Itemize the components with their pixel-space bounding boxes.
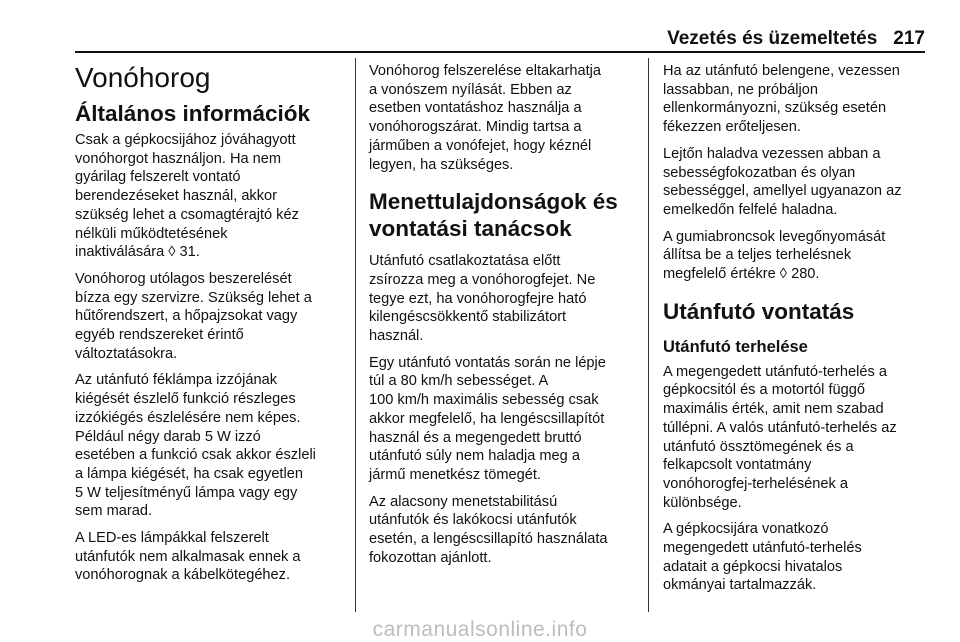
- column-1: [75, 62, 350, 593]
- section-heading: Utánfutó vontatás: [663, 298, 855, 324]
- paragraph: A gumiabroncsok levegőnyomását állítsa be a teljes terhelésnek megfelelő értékre ◊ 280.: [663, 228, 886, 283]
- column-divider: [355, 58, 356, 612]
- section-title: Vonóhorog: [75, 62, 211, 93]
- paragraph: A LED-es lámpákkal felszerelt utánfutók nem alkalmasak ennek a vonóhorognak a kábelkötegéhez.: [75, 530, 301, 584]
- paragraph: A gépkocsijára vonatkozó megengedett utánfutó-terhelés adatait a gépkocsi hivatalos okmányai tartalmazzák.: [663, 521, 862, 594]
- column-divider: [648, 58, 649, 612]
- paragraph: Egy utánfutó vontatás során ne lépje túl a 80 km/h sebességet. A 100 km/h maximális sebesség csak akkor megfelelő, ha lengéscsillapítót használ és a megengedett bruttó utánfutó súly nem haladja meg a jármű menetkész tömegét.: [369, 354, 606, 483]
- paragraph: Csak a gépkocsijához jóváhagyott vonóhorgot használjon. Ha nem gyárilag felszerelt vontató berendezéseket használ, akkor szükség lehet a csomagtérajtó kéz nélküli működtetésének inaktiválására ◊ 31.: [75, 132, 299, 261]
- watermark: carmanualsonline.info: [372, 618, 588, 641]
- paragraph: Ha az utánfutó belengene, vezessen lassabban, ne próbáljon ellenkormányozni, szükség esetén fékezzen erőteljesen.: [663, 63, 900, 136]
- paragraph: Az alacsony menetstabilitású utánfutók és lakókocsi utánfutók esetén, a lengéscsillapító használata fokozottan ajánlott.: [369, 493, 608, 566]
- header-title: Vezetés és üzemeltetés: [667, 28, 878, 49]
- column-2: [369, 62, 641, 575]
- header-rule: [75, 51, 925, 53]
- section-heading: Menettulajdonságok és vontatási tanácsok: [369, 189, 618, 242]
- paragraph: A megengedett utánfutó-terhelés a gépkocsitól és a motortól függő maximális érték, amit nem szabad túllépni. A valós utánfutó-terhelés az utánfutó össztömegének és a felkapcsolt vontatmány vonóhorogfej-terhelésének a különbsége.: [663, 363, 897, 511]
- paragraph: Vonóhorog felszerelése eltakarhatja a vonószem nyílását. Ebben az esetben vontatáshoz használja a vonóhorogszárat. Mindig tartsa a járműben a vonófejet, hogy kéznél legyen, ha szükséges.: [369, 63, 602, 173]
- subsection-heading: Utánfutó terhelése: [663, 337, 808, 356]
- paragraph: Utánfutó csatlakoztatása előtt zsírozza meg a vonóhorogfejet. Ne tegye ezt, ha vonóhorogfejre ható kilengéscsökkentő stabilizátort használ.: [369, 253, 596, 345]
- column-3: [663, 62, 928, 603]
- page-header: [75, 28, 925, 48]
- page-number: 217: [893, 28, 925, 49]
- paragraph: Vonóhorog utólagos beszerelését bízza egy szervizre. Szükség lehet a hűtőrendszert, a hőpajzsokat vagy egyéb rendszereket érintő változtatásokra.: [75, 270, 312, 362]
- subsection-title: Általános információk: [75, 101, 311, 126]
- paragraph: Lejtőn haladva vezessen abban a sebességfokozatban és olyan sebességgel, amellyel ugyanazon az emelkedőn felfelé haladna.: [663, 145, 902, 218]
- paragraph: Az utánfutó féklámpa izzójának kiégését észlelő funkció részleges izzókiégés észlelésére nem képes. Például négy darab 5 W izzó esetében a funkció csak akkor észleli a lámpa kiégését, ha csak egyetlen 5 W teljesítményű lámpa vagy egy sem marad.: [75, 372, 316, 520]
